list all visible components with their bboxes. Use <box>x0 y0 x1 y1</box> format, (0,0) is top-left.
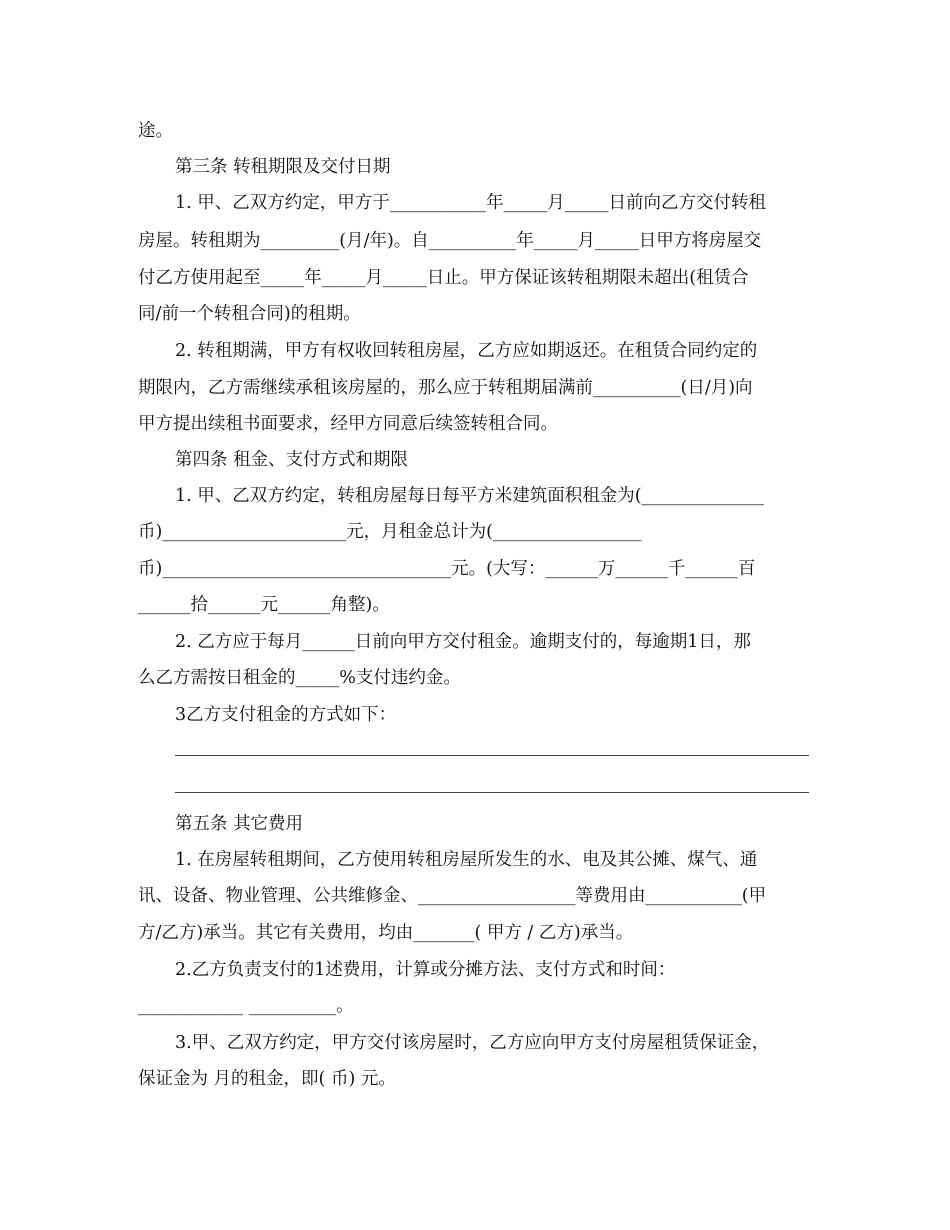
text-line: 2. 转租期满，甲方有权收回转租房屋，乙方应如期返还。在租赁合同约定的 <box>175 341 758 361</box>
text-line: ______拾______元______角整)。 <box>138 595 390 615</box>
section-heading-3: 第三条 转租期限及交付日期 <box>175 157 391 177</box>
text-line: 3.甲、乙双方约定，甲方交付该房屋时，乙方应向甲方支付房屋租赁保证金， <box>175 1033 770 1053</box>
text-line: 同/前一个转租合同)的租期。 <box>138 304 361 324</box>
text-line: 讯、设备、物业管理、公共维修金、__________________等费用由___________(甲 <box>138 886 767 906</box>
text-line: 1. 甲、乙双方约定，转租房屋每日每平方米建筑面积租金为(______________ <box>175 486 765 506</box>
fill-in-line <box>175 792 809 793</box>
text-line: 币)_________________________________元。(大写：______万______千______百 <box>138 559 756 579</box>
text-line: 房屋。转租期为_________(月/年)。自__________年_____月_____日甲方将房屋交 <box>138 231 762 251</box>
text-line: 1. 甲、乙双方约定，甲方于___________年_____月_____日前向乙方交付转租 <box>175 193 767 213</box>
text-line: 2. 乙方应于每月______日前向甲方交付租金。逾期支付的，每逾期1日，那 <box>175 632 751 652</box>
section-heading-4: 第四条 租金、支付方式和期限 <box>175 450 409 470</box>
text-line: 途。 <box>138 121 173 141</box>
text-line: 么乙方需按日租金的_____%支付违约金。 <box>138 668 461 688</box>
text-line: 币)_____________________元，月租金总计为(_________________ <box>138 522 642 542</box>
fill-in-line <box>175 755 809 756</box>
text-line: 2.乙方负责支付的1述费用，计算或分摊方法、支付方式和时间： <box>175 960 676 980</box>
text-line: 甲方提出续租书面要求，经甲方同意后续签转租合同。 <box>138 414 558 434</box>
text-line: 期限内，乙方需继续承租该房屋的，那么应于转租期届满前__________(日/月)向 <box>138 378 753 398</box>
text-line: 付乙方使用起至_____年_____月_____日止。甲方保证该转租期限未超出(租赁合 <box>138 268 749 288</box>
text-line: 保证金为 月的租金，即( 币) 元。 <box>138 1069 396 1089</box>
text-line: ____________ __________。 <box>138 996 354 1016</box>
section-heading-5: 第五条 其它费用 <box>175 814 304 834</box>
text-line: 方/乙方)承当。其它有关费用，均由_______( 甲方 / 乙方)承当。 <box>138 923 634 943</box>
text-line: 3乙方支付租金的方式如下： <box>175 705 397 725</box>
text-line: 1. 在房屋转租期间，乙方使用转租房屋所发生的水、电及其公摊、煤气、通 <box>175 850 758 870</box>
